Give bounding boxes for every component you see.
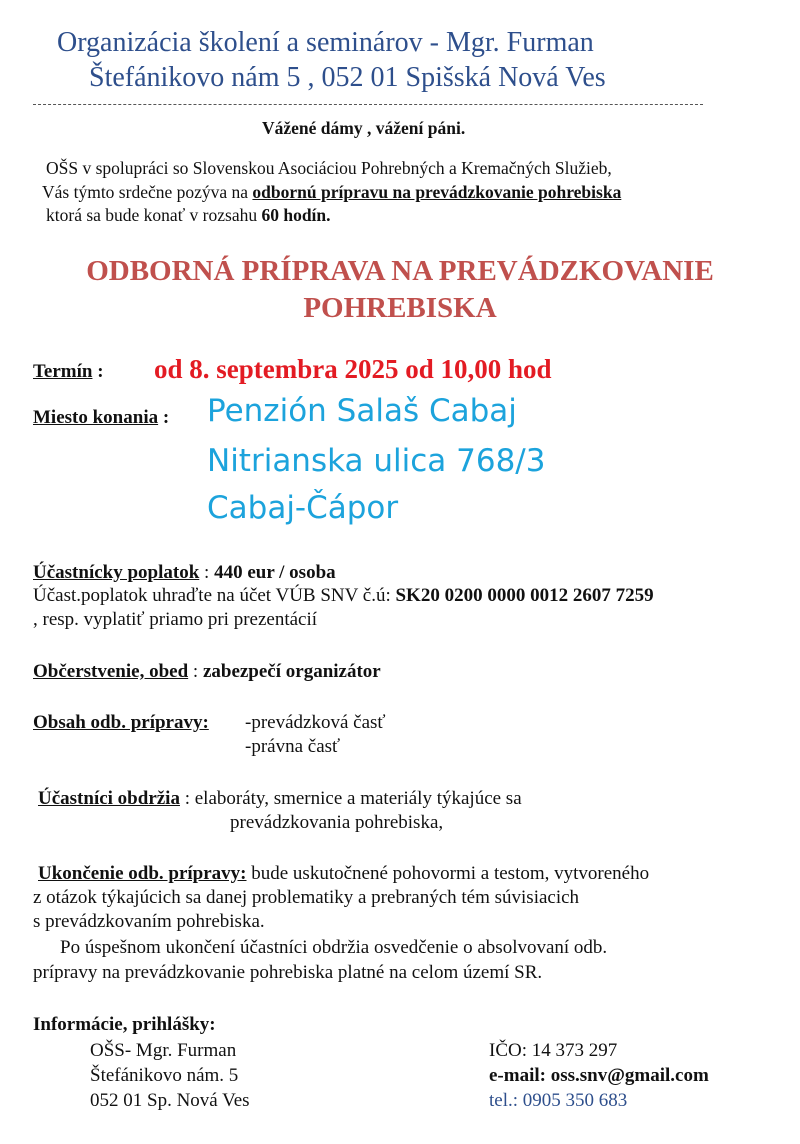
venue-street: Nitrianska ulica 768/3 <box>207 443 546 479</box>
info-heading: Informácie, prihlášky: <box>33 1014 216 1035</box>
fee-iban: SK20 0200 0000 0012 2607 7259 <box>395 585 654 606</box>
info-ico: IČO: 14 373 297 <box>489 1040 618 1061</box>
materials-text-1: : elaboráty, smernice a materiály týkajúce sa <box>179 788 522 809</box>
fee-value: 440 eur / osoba <box>214 562 336 583</box>
completion-text-5: prípravy na prevádzkovanie pohrebiska platné na celom území SR. <box>33 962 543 983</box>
fee-payment-note: , resp. vyplatiť priamo pri prezentácií <box>33 609 318 630</box>
completion-text-2: z otázok týkajúcich sa danej problematiky a prebraných tém súvisiacich <box>33 887 580 908</box>
intro-course-name: odbornú prípravu na prevádzkovanie pohrebiska <box>252 182 622 202</box>
intro-line-3 <box>46 204 331 226</box>
intro-line-2 <box>42 181 621 203</box>
content-item-2: -právna časť <box>245 736 341 757</box>
fee-label: Účastnícky poplatok <box>33 562 200 583</box>
completion-text-1: bude uskutočnené pohovormi a testom, vytvoreného <box>246 863 650 884</box>
catering-label: Občerstvenie, obed <box>33 661 189 682</box>
catering-row <box>33 660 381 684</box>
materials-label: Účastníci obdržia <box>38 788 180 809</box>
header-divider <box>33 104 703 105</box>
completion-row <box>38 862 649 886</box>
venue-town: Cabaj-Čápor <box>207 490 399 526</box>
fee-colon: : <box>199 562 215 583</box>
info-phone[interactable]: tel.: 0905 350 683 <box>489 1090 628 1111</box>
intro-line-3-text: ktorá sa bude konať v rozsahu <box>46 205 262 225</box>
venue-name: Penzión Salaš Cabaj <box>207 393 517 429</box>
course-title-line-1: ODBORNÁ PRÍPRAVA NA PREVÁDZKOVANIE <box>86 255 714 287</box>
info-email[interactable]: e-mail: oss.snv@gmail.com <box>489 1065 709 1086</box>
completion-text-3: s prevádzkovaním pohrebiska. <box>33 911 265 932</box>
info-contact-name: OŠS- Mgr. Furman <box>90 1040 237 1061</box>
fee-payment-text: Účast.poplatok uhraďte na účet VÚB SNV č.ú: <box>33 585 396 606</box>
org-address-line: Štefánikovo nám 5 , 052 01 Spišská Nová Ves <box>89 62 606 93</box>
termin-row <box>33 361 104 383</box>
info-contact-street: Štefánikovo nám. 5 <box>90 1065 239 1086</box>
completion-label: Ukončenie odb. prípravy: <box>38 863 247 884</box>
termin-value: od 8. septembra 2025 od 10,00 hod <box>154 354 552 384</box>
catering-value: zabezpečí organizátor <box>202 661 381 682</box>
info-contact-town: 052 01 Sp. Nová Ves <box>90 1090 250 1111</box>
intro-hours: 60 hodín. <box>261 205 331 225</box>
catering-colon: : <box>188 661 203 682</box>
materials-row <box>38 787 522 811</box>
termin-colon: : <box>92 361 104 382</box>
salutation: Vážené dámy , vážení páni. <box>262 118 466 138</box>
miesto-label: Miesto konania <box>33 407 159 428</box>
content-label: Obsah odb. prípravy: <box>33 712 209 733</box>
miesto-colon: : <box>158 407 170 428</box>
content-item-1: -prevádzková časť <box>245 712 386 733</box>
termin-label: Termín <box>33 361 93 382</box>
fee-payment-line <box>33 584 654 608</box>
miesto-row <box>33 407 169 429</box>
intro-line-2-text: Vás týmto srdečne pozýva na <box>42 182 253 202</box>
org-name-line: Organizácia školení a seminárov - Mgr. Furman <box>57 27 594 58</box>
materials-text-2: prevádzkovania pohrebiska, <box>230 812 444 833</box>
course-title-line-2: POHREBISKA <box>303 292 497 324</box>
intro-line-1: OŠS v spolupráci so Slovenskou Asociáciou Pohrebných a Kremačných Služieb, <box>46 158 612 178</box>
fee-row <box>33 561 336 585</box>
completion-text-4: Po úspešnom ukončení účastníci obdržia osvedčenie o absolvovaní odb. <box>60 937 608 958</box>
